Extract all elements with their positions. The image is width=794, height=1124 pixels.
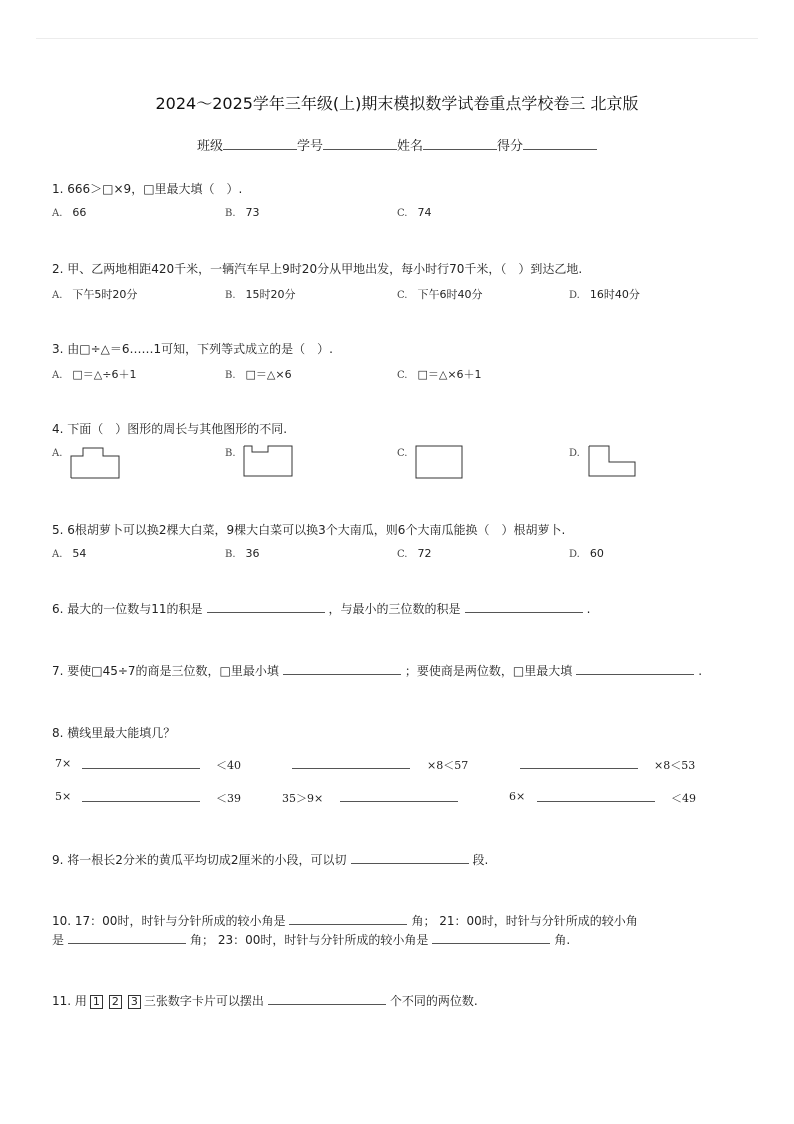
q8-r1-b-blank[interactable]: [292, 757, 410, 772]
info-label-class: 班级: [196, 139, 223, 154]
q7-blank-2[interactable]: [576, 663, 694, 675]
q4-figure-d: [587, 444, 639, 480]
q8-r2-c-post: ＜49: [671, 792, 696, 805]
id-blank[interactable]: [323, 137, 397, 150]
q8-r2-b-blank[interactable]: [340, 790, 458, 805]
question-9: 9. 将一根长2分米的黄瓜平均切成2厘米的小段，可以切 段.: [52, 853, 489, 867]
q1-option-c[interactable]: C. 74: [397, 206, 432, 219]
q5-option-c[interactable]: C. 72: [397, 547, 432, 560]
q8-r2-b-pre: 35＞9×: [282, 792, 324, 805]
student-info-row: [0, 135, 794, 154]
question-4: 4. 下面（ ）图形的周长与其他图形的不同.: [52, 422, 288, 436]
q8-r1-a-blank[interactable]: [82, 757, 200, 772]
question-3: 3. 由□÷△＝6……1可知，下列等式成立的是（ ）.: [52, 342, 333, 356]
q1-option-a[interactable]: A. 66: [52, 206, 87, 219]
q7-blank-1[interactable]: [283, 663, 401, 675]
q4-option-c[interactable]: C.: [397, 448, 408, 459]
q1-option-b[interactable]: B. 73: [225, 206, 260, 219]
q8-r1-a-pre: 7×: [55, 757, 72, 770]
q5-option-d[interactable]: D. 60: [569, 547, 604, 560]
class-blank[interactable]: [223, 137, 297, 150]
page-title: 2024～2025学年三年级(上)期末模拟数学试卷重点学校卷三 北京版: [155, 94, 639, 113]
question-2: 2. 甲、乙两地相距420千米，一辆汽车早上9时20分从甲地出发，每小时行70千米，（ ）到达乙地.: [52, 262, 583, 276]
q4-option-b[interactable]: B.: [225, 448, 236, 459]
header-divider: [36, 38, 758, 39]
name-blank[interactable]: [423, 137, 497, 150]
q5-option-a[interactable]: A. 54: [52, 547, 87, 560]
q4-option-d[interactable]: D.: [569, 448, 580, 459]
question-5: 5. 6根胡萝卜可以换2棵大白菜，9棵大白菜可以换3个大南瓜，则6个大南瓜能换（ ）根胡萝卜.: [52, 523, 566, 537]
q8-r2-c-pre: 6×: [509, 790, 526, 803]
question-8: 8. 横线里最大能填几？: [52, 726, 176, 740]
digit-card-3: 3: [128, 995, 141, 1009]
score-blank[interactable]: [523, 137, 597, 150]
info-label-score: 得分: [497, 139, 524, 154]
digit-card-1: 1: [90, 995, 103, 1009]
question-10-line-1: 10. 17：00时，时针与分针所成的较小角是 角； 21：00时，时针与分针所成的较小角: [52, 914, 638, 928]
q6-blank-2[interactable]: [465, 601, 583, 613]
q2-option-c[interactable]: C. 下午6时40分: [397, 288, 483, 301]
info-label-id: 学号: [296, 139, 323, 154]
q3-option-a[interactable]: A. □＝△÷6＋1: [52, 368, 137, 381]
question-6: 6. 最大的一位数与11的积是 ，与最小的三位数的积是 .: [52, 602, 591, 616]
q8-r2-c-blank[interactable]: [537, 790, 655, 805]
question-7: 7. 要使□45÷7的商是三位数，□里最小填 ；要使商是两位数，□里最大填 .: [52, 664, 703, 678]
question-1: 1. 666＞□×9，□里最大填（ ）.: [52, 182, 243, 196]
q8-r1-c-blank[interactable]: [520, 757, 638, 772]
info-label-name: 姓名: [397, 139, 424, 154]
q4-option-a[interactable]: A.: [52, 448, 63, 459]
q8-r2-a-post: ＜39: [216, 792, 241, 805]
q10-blank-2[interactable]: [68, 932, 186, 944]
question-11: 11. 用 1 2 3 三张数字卡片可以摆出 个不同的两位数.: [52, 994, 478, 1008]
q3-option-c[interactable]: C. □＝△×6＋1: [397, 368, 482, 381]
q5-option-b[interactable]: B. 36: [225, 547, 260, 560]
q9-blank[interactable]: [351, 852, 469, 864]
question-10-line-2: 是 角； 23：00时，时针与分针所成的较小角是 角.: [52, 933, 571, 947]
q4-figure-c: [414, 444, 466, 480]
q10-blank-1[interactable]: [289, 913, 407, 925]
q8-r1-a-post: ＜40: [216, 759, 241, 772]
q2-option-b[interactable]: B. 15时20分: [225, 288, 296, 301]
q2-option-d[interactable]: D. 16时40分: [569, 288, 640, 301]
q8-r2-a-pre: 5×: [55, 790, 72, 803]
q4-figure-a: [69, 446, 123, 480]
q10-blank-3[interactable]: [432, 932, 550, 944]
digit-card-2: 2: [109, 995, 122, 1009]
q3-option-b[interactable]: B. □＝△×6: [225, 368, 292, 381]
q8-r2-a-blank[interactable]: [82, 790, 200, 805]
q8-r1-b-post: ×8＜57: [427, 759, 469, 772]
q6-blank-1[interactable]: [207, 601, 325, 613]
q2-option-a[interactable]: A. 下午5时20分: [52, 288, 138, 301]
q8-r1-c-post: ×8＜53: [654, 759, 696, 772]
q4-figure-b: [242, 444, 296, 478]
q11-blank[interactable]: [268, 993, 386, 1005]
